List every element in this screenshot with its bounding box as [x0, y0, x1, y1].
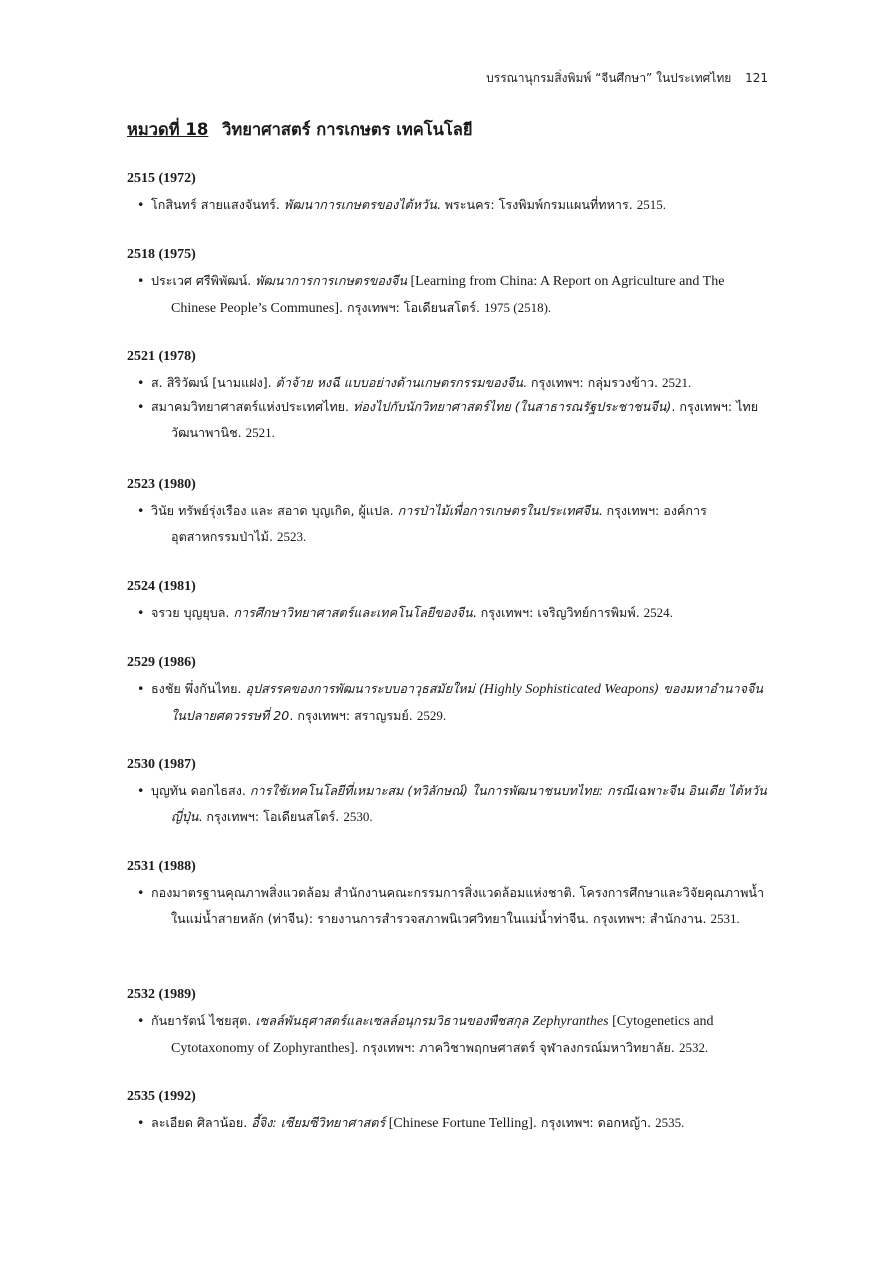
entry-publisher: . กรุงเทพฯ: เจริญวิทย์การพิมพ์.: [472, 605, 644, 620]
chapter-name: วิทยาศาสตร์ การเกษตร เทคโนโลยี: [222, 120, 473, 139]
bibliography-entry: [127, 600, 767, 626]
bullet-icon: •: [137, 503, 145, 518]
bibliography-entry: [127, 1110, 767, 1137]
year-section: [127, 576, 767, 626]
entry-english-title: [Chinese Fortune Telling]: [385, 1116, 533, 1131]
entry-publisher: . กรุงเทพฯ: โอเดียนสโตร์.: [198, 809, 344, 824]
year-heading: 2531 (1988): [127, 859, 196, 874]
bibliography-entry: [127, 268, 767, 322]
entry-year: 2535.: [655, 1115, 685, 1130]
year-section: [127, 168, 767, 218]
year-section: [127, 1086, 767, 1137]
entry-author: โกสินทร์ สายแสงจันทร์.: [151, 197, 284, 212]
bibliography-entry: [127, 192, 767, 218]
entry-publisher: . กรุงเทพฯ: องค์การอุตสาหกรรมป่าไม้.: [171, 503, 707, 544]
entry-year: 1975 (2518).: [483, 300, 552, 315]
chapter-title: [127, 117, 473, 143]
bullet-icon: •: [137, 375, 145, 390]
entry-title: อุปสรรคของการพัฒนาระบบอาวุธสมัยใหม่ (: [245, 681, 484, 696]
entry-year: 2521.: [245, 425, 275, 440]
entry-title: การใช้เทคโนโลยีที่เหมาะสม (ทวิลักษณ์) ในการพัฒนาชนบทไทย: กรณีเฉพาะจีน อินเดีย ไต้หวัน ญี่ปุ่น: [171, 783, 767, 824]
entry-year: 2530.: [343, 809, 373, 824]
year-section: [127, 652, 767, 729]
year-section: [127, 754, 767, 830]
chapter-label: หมวดที่ 18: [127, 120, 209, 139]
entry-title: เซลล์พันธุศาสตร์และเซลล์อนุกรมวิธานของพืชสกุล: [255, 1013, 533, 1028]
entry-publisher: . กรุงเทพฯ: กลุ่มรวงข้าว.: [522, 375, 663, 390]
entry-publisher: โครงการศึกษาและวิจัยคุณภาพน้ำในแม่น้ำสายหลัก (ท่าจีน): รายงานการสำรวจสภาพนิเวศวิทยาในแม่น้ำท่าจีน. กรุงเทพฯ: สำนักงาน.: [171, 885, 765, 926]
year-section: [127, 346, 767, 446]
entry-year: 2524.: [643, 605, 673, 620]
entry-author: วินัย ทรัพย์รุ่งเรือง และ สอาด บุญเกิด, ผู้แปล.: [151, 503, 398, 518]
year-section: [127, 984, 767, 1062]
year-heading: 2521 (1978): [127, 349, 196, 364]
entry-publisher: . กรุงเทพฯ: สราญรมย์.: [289, 708, 417, 723]
entry-author: กันยารัตน์ ไชยสุต.: [151, 1013, 256, 1028]
bullet-icon: •: [137, 885, 145, 900]
entry-author: กองมาตรฐานคุณภาพสิ่งแวดล้อม สำนักงานคณะกรรมการสิ่งแวดล้อมแห่งชาติ.: [151, 885, 580, 900]
entry-english-title: Highly Sophisticated Weapons: [483, 682, 655, 697]
entry-author: จรวย บุญยุบล.: [151, 605, 234, 620]
bullet-icon: •: [137, 1115, 145, 1130]
entry-author: ส. สิริวัฒน์ [นามแฝง].: [151, 375, 276, 390]
running-header: [486, 69, 768, 88]
entry-title: ต้าจ้าย หงฉี แบบอย่างด้านเกษตรกรรมของจีน: [275, 375, 523, 390]
bullet-icon: •: [137, 197, 145, 212]
entry-author: สมาคมวิทยาศาสตร์แห่งประเทศไทย.: [151, 399, 354, 414]
entry-author: ละเอียด ศิลาน้อย.: [151, 1115, 252, 1130]
entry-title: ท่องไปกับนักวิทยาศาสตร์ไทย (ในสาธารณรัฐประชาชนจีน): [353, 399, 672, 414]
entry-publisher: . กรุงเทพฯ: ดอกหญ้า.: [532, 1115, 656, 1130]
entry-title-continued: ) ของมหาอำนาจจีนในปลายศตวรรษที่ 20: [171, 681, 763, 723]
bibliography-entry: [127, 778, 767, 830]
entry-title: พัฒนาการเกษตรของไต้หวัน: [283, 197, 437, 212]
entry-author: บุญทัน ดอกไธสง.: [151, 783, 250, 798]
bibliography-entry: [127, 880, 767, 932]
page-number: 121: [745, 71, 768, 85]
bibliography-entry: [127, 498, 767, 550]
bibliography-entry: [127, 370, 767, 396]
bibliography-entry: [127, 1008, 767, 1062]
bullet-icon: •: [137, 681, 145, 696]
year-heading: 2524 (1981): [127, 579, 196, 594]
bibliography-entry: [127, 394, 767, 446]
year-section: [127, 474, 767, 550]
year-heading: 2515 (1972): [127, 171, 196, 186]
year-heading: 2529 (1986): [127, 655, 196, 670]
entry-author: ประเวศ ศรีพิพัฒน์.: [151, 273, 256, 288]
bullet-icon: •: [137, 273, 145, 288]
bullet-icon: •: [137, 783, 145, 798]
entry-year: 2532.: [678, 1040, 709, 1055]
entry-english-title: [Cytogenetics and Cytotaxonomy of Zophyranthes]: [171, 1014, 714, 1056]
year-section: [127, 244, 767, 322]
year-heading: 2523 (1980): [127, 477, 196, 492]
entry-year: 2515.: [636, 197, 666, 212]
entry-publisher: . กรุงเทพฯ: ไทยวัฒนาพานิช.: [171, 399, 759, 440]
entry-genus: Zephyranthes: [532, 1014, 609, 1029]
bullet-icon: •: [137, 605, 145, 620]
entry-year: 2529.: [416, 708, 447, 723]
entry-year: 2523.: [276, 529, 307, 544]
entry-author: ธงชัย พึ่งกันไทย.: [151, 681, 246, 696]
entry-publisher: . กรุงเทพฯ: โอเดียนสโตร์.: [339, 300, 484, 315]
entry-english-title: [Learning from China: A Report on Agriculture and The Chinese People’s Communes]: [171, 274, 725, 316]
bullet-icon: •: [137, 399, 145, 414]
entry-title: การป่าไม้เพื่อการเกษตรในประเทศจีน: [397, 503, 599, 518]
year-heading: 2518 (1975): [127, 247, 196, 262]
year-section: [127, 856, 767, 932]
year-heading: 2530 (1987): [127, 757, 196, 772]
bibliography-entry: [127, 676, 767, 729]
year-heading: 2535 (1992): [127, 1089, 196, 1104]
entry-title: อี้จิง: เซียมซีวิทยาศาสตร์: [251, 1115, 386, 1130]
entry-title: พัฒนาการการเกษตรของจีน: [255, 273, 408, 288]
entry-publisher: . พระนคร: โรงพิมพ์กรมแผนที่ทหาร.: [436, 197, 637, 212]
entry-year: 2521.: [662, 375, 692, 390]
year-heading: 2532 (1989): [127, 987, 196, 1002]
entry-year: 2531.: [710, 911, 740, 926]
bullet-icon: •: [137, 1013, 145, 1028]
running-title: บรรณานุกรมสิ่งพิมพ์ “จีนศึกษา” ในประเทศไทย: [486, 71, 732, 85]
entry-title: การศึกษาวิทยาศาสตร์และเทคโนโลยีของจีน: [233, 605, 473, 620]
entry-publisher: . กรุงเทพฯ: ภาควิชาพฤกษศาสตร์ จุฬาลงกรณ์มหาวิทยาลัย.: [354, 1040, 679, 1055]
